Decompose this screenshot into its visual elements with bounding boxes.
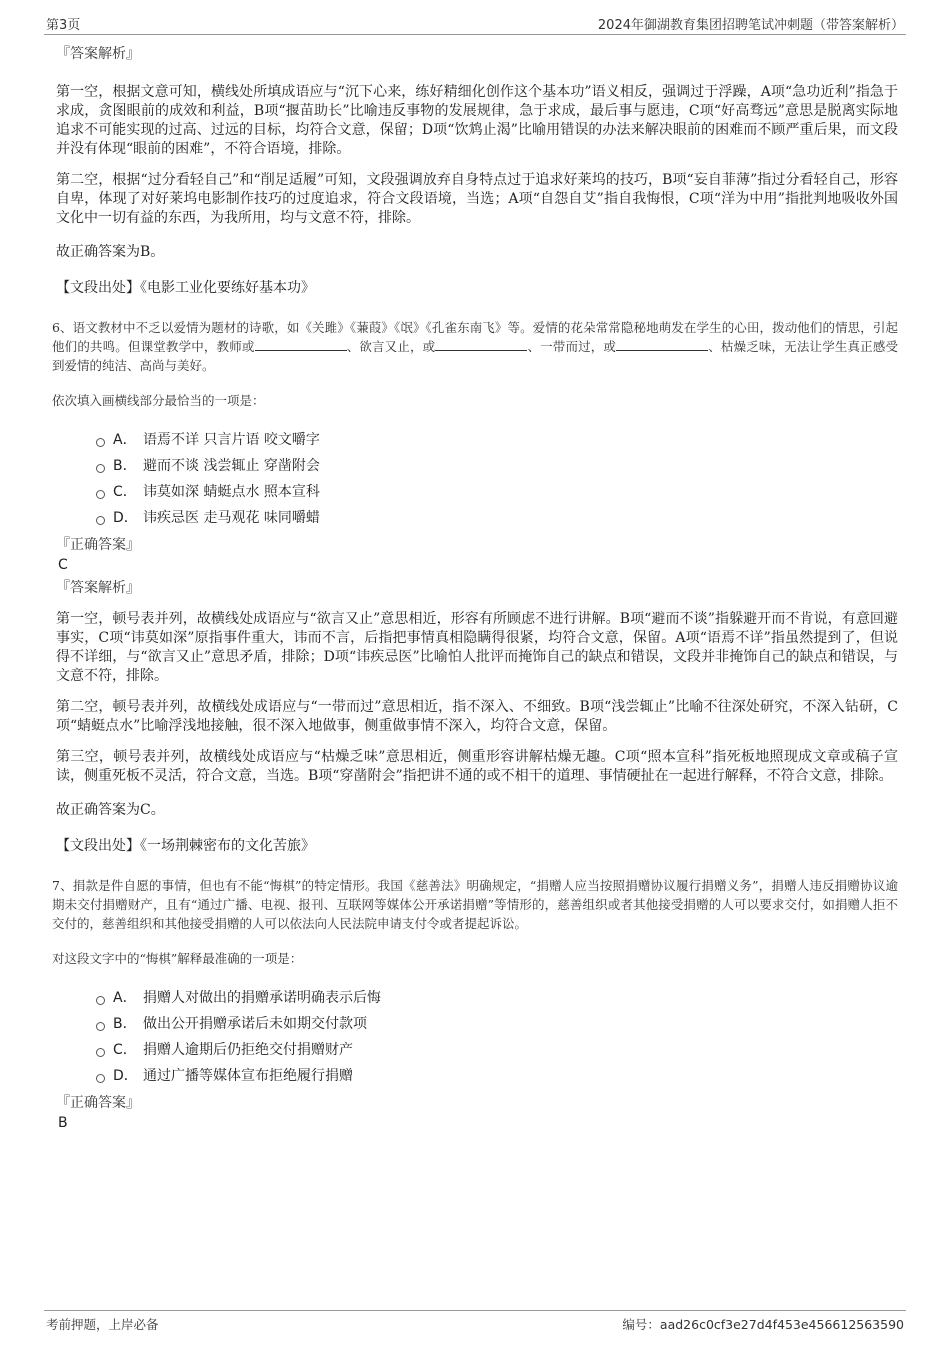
option-b[interactable] (96, 452, 898, 478)
question-7-text: 7、捐款是件自愿的事情，但也有不能“悔棋”的特定情形。我国《慈善法》明确规定，“捐赠人应当按照捐赠协议履行捐赠义务”，捐赠人违反捐赠协议逾期未交付捐赠财产，且有“通过广播、电视、报刊、互联网等媒体公开承诺捐赠”等情形的，慈善组织或者其他接受捐赠的人可以要求交付，如捐赠人拒不交付的，慈善组织和其他接受捐赠的人可以依法向人民法院申请支付令或者提起诉讼。 (52, 878, 898, 931)
document-id: 编号：aad26c0cf3e27d4f453e456612563590 (622, 1317, 904, 1332)
option-text: 捐赠人对做出的捐赠承诺明确表示后悔 (143, 990, 381, 1006)
page-footer (44, 1310, 906, 1335)
question-text-part: 6、语文教材中不乏以爱情为题材的诗歌，如《关雎》《蒹葭》《氓》《孔雀东南飞》等。爱情的花朵常常隐秘地萌发在学生的心田，拨动他们的情思，引起他们的共鸣。但课堂教学中，教师或 (52, 320, 898, 354)
blank-line (435, 337, 527, 351)
option-text: 避而不谈 浅尝辄止 穿凿附会 (143, 458, 320, 474)
question-7-prompt: 对这段文字中的“悔棋”解释最准确的一项是： (52, 951, 303, 966)
option-text: 讳疾忌医 走马观花 味同嚼蜡 (143, 510, 320, 526)
radio-icon[interactable] (96, 1022, 105, 1031)
option-a[interactable] (96, 984, 898, 1010)
option-d[interactable] (96, 1062, 898, 1088)
radio-icon[interactable] (96, 438, 105, 447)
option-b[interactable] (96, 1010, 898, 1036)
option-d[interactable] (96, 504, 898, 530)
question-6-prompt: 依次填入画横线部分最恰当的一项是： (52, 393, 265, 408)
analysis-paragraph: 第三空，顿号表并列，故横线处成语应与“枯燥乏味”意思相近，侧重形容讲解枯燥无趣。C项“照本宣科”指死板地照现成文章或稿子宣读，侧重死板不灵活，符合文意，当选。B项“穿凿附会”指把讲不通的或不相干的道理、事情硬扯在一起进行解释，不符合文意，排除。 (56, 749, 898, 784)
analysis-paragraph: 第二空，根据“过分看轻自己”和“削足适履”可知，文段强调放弃自身特点过于追求好莱坞的技巧，B项“妄自菲薄”指过分看轻自己，形容自卑，体现了对好莱坞电影制作技巧的过度追求，符合文段语境，当选；A项“自怨自艾”指自我悔恨，C项“洋为中用”指批判地吸收外国文化中一切有益的东西，为我所用，均与文意不符，排除。 (56, 172, 898, 226)
radio-icon[interactable] (96, 1074, 105, 1083)
option-letter: D． (113, 510, 138, 526)
source-citation: 【文段出处】《一场荆棘密布的文化苦旅》 (56, 838, 315, 854)
option-letter: B． (113, 1016, 137, 1032)
question-text-part: 、欲言又止，或 (346, 339, 436, 354)
option-text: 讳莫如深 蜻蜓点水 照本宣科 (143, 484, 320, 500)
option-letter: A． (113, 990, 137, 1006)
question-text-part: 、一带而过，或 (527, 339, 617, 354)
option-text: 捐赠人逾期后仍拒绝交付捐赠财产 (143, 1042, 353, 1058)
analysis-label: 『答案解析』 (56, 46, 140, 62)
answer-label: 『正确答案』 (56, 1095, 140, 1111)
radio-icon[interactable] (96, 464, 105, 473)
option-letter: C． (113, 1042, 137, 1058)
question-6-options (96, 426, 898, 530)
option-text: 语焉不详 只言片语 咬文嚼字 (143, 432, 320, 448)
radio-icon[interactable] (96, 490, 105, 499)
page-number: 第3页 (46, 18, 81, 33)
option-letter: B． (113, 458, 137, 474)
analysis-paragraph: 第二空，顿号表并列，故横线处成语应与“一带而过”意思相近，指不深入、不细致。B项“浅尝辄止”比喻不往深处研究，不深入钻研，C项“蜻蜓点水”比喻浮浅地接触，很不深入地做事，侧重做事情不深入，均符合文意，保留。 (56, 699, 898, 734)
conclusion: 故正确答案为B。 (56, 244, 165, 260)
radio-icon[interactable] (96, 996, 105, 1005)
correct-answer: B (58, 1115, 68, 1131)
question-6-text (52, 318, 898, 375)
radio-icon[interactable] (96, 516, 105, 525)
footer-slogan: 考前押题，上岸必备 (46, 1317, 159, 1332)
question-7-options (96, 984, 898, 1088)
blank-line (255, 337, 347, 351)
option-letter: C． (113, 484, 137, 500)
option-a[interactable] (96, 426, 898, 452)
blank-line (616, 337, 708, 351)
question-text-part: 、枯燥乏味，无法让学生真正感受到爱情的纯洁、高尚与美好。 (52, 339, 898, 373)
option-letter: D． (113, 1068, 138, 1084)
source-citation: 【文段出处】《电影工业化要练好基本功》 (56, 280, 315, 296)
correct-answer: C (58, 557, 68, 573)
option-c[interactable] (96, 1036, 898, 1062)
analysis-paragraph: 第一空，根据文意可知，横线处所填成语应与“沉下心来，练好精细化创作这个基本功”语义相反，强调过于浮躁，A项“急功近利”指急于求成，贪图眼前的成效和利益，B项“揠苗助长”比喻违反事物的发展规律，急于求成，最后事与愿违，C项“好高骛远”意思是脱离实际地追求不可能实现的过高、过远的目标，均符合文意，保留；D项“饮鸩止渴”比喻用错误的办法来解决眼前的困难而不顾严重后果，而文段并没有体现“眼前的困难”，不符合语境，排除。 (56, 84, 898, 157)
option-c[interactable] (96, 478, 898, 504)
document-title: 2024年御湖教育集团招聘笔试冲刺题（带答案解析） (597, 18, 904, 33)
option-letter: A． (113, 432, 137, 448)
page-content (52, 40, 898, 1132)
analysis-label: 『答案解析』 (56, 580, 140, 596)
radio-icon[interactable] (96, 1048, 105, 1057)
option-text: 做出公开捐赠承诺后未如期交付款项 (143, 1016, 367, 1032)
conclusion: 故正确答案为C。 (56, 802, 165, 818)
page-header (44, 12, 906, 35)
analysis-paragraph: 第一空，顿号表并列，故横线处成语应与“欲言又止”意思相近，形容有所顾虑不进行讲解。B项“避而不谈”指躲避开而不肯说，有意回避事实，C项“讳莫如深”原指事件重大，讳而不言，后指把事情真相隐瞒得很紧，均符合文意，保留。A项“语焉不详”指虽然提到了，但说得不详细，与“欲言又止”意思矛盾，排除；D项“讳疾忌医”比喻怕人批评而掩饰自己的缺点和错误，文段并非掩饰自己的缺点和错误，与文意不符，排除。 (56, 611, 898, 684)
answer-label: 『正确答案』 (56, 537, 140, 553)
option-text: 通过广播等媒体宣布拒绝履行捐赠 (143, 1068, 353, 1084)
